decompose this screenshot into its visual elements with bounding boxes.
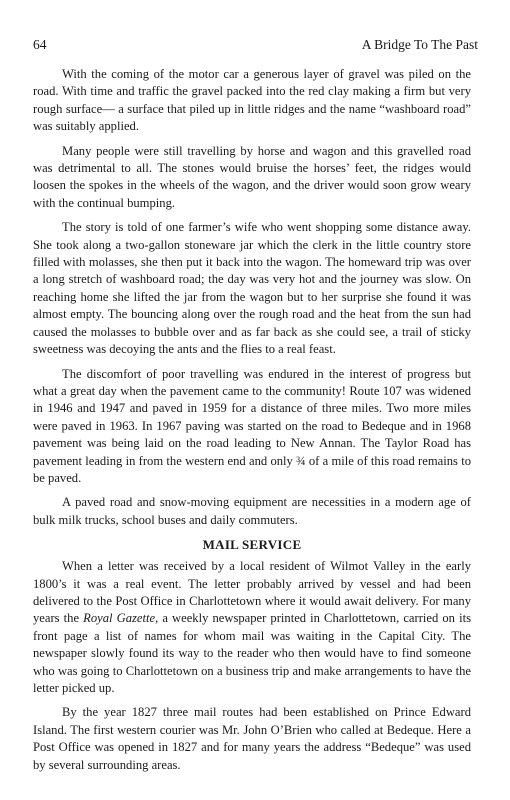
- paragraph-pavement: The discomfort of poor travelling was endured in the interest of progress but what a great day when the pavement came to the community! Route 107 was widened in 1946 and 1947 and paved in 1959 for a distance of three miles. Two more miles were paved in 1963. In 1967 paving was started on the road to Bedeque and in 1968 pavement was being laid on the road leading to New Annan. The Taylor Road has pavement leading in from the western end and only ¾ of a mile of this road remains to be paved.: [33, 366, 471, 485]
- paragraph-mail-routes: By the year 1827 three mail routes had been established on Prince Edward Island. The first western courier was Mr. John O’Brien who called at Bedeque. Here a Post Office was opened in 1827 and for many years the address “Bedeque” was used by several surrounding areas.: [33, 705, 471, 772]
- newspaper-title: Royal Gazette,: [83, 611, 159, 626]
- paragraph-gravel-road: With the coming of the motor car a generous layer of gravel was piled on the road. With time and traffic the gravel packed into the red clay making a firm but very rough surface— a surface that piled up in little ridges and the name “washboard road” was suitably applied.: [33, 67, 471, 134]
- paragraph-letter-received: [33, 558, 471, 697]
- running-title: A Bridge To The Past: [361, 37, 478, 52]
- paragraph-molasses-story: The story is told of one farmer’s wife who went shopping some distance away. She took along a two-gallon stoneware jar which the clerk in the little country store filled with molasses, she then put it back into the wagon. The homeward trip was over a long stretch of washboard road; the day was very hot and the journey was slow. On reaching home she lifted the jar from the wagon but to her surprise she found it was almost empty. The bouncing along over the rough road and the heat from the sun had caused the molasses to bubble over and as far back as she could see, a trail of sticky sweetness was decoying the ants and the flies to a real feast.: [33, 220, 471, 357]
- page-number: 64: [33, 37, 47, 52]
- running-header: [33, 37, 478, 55]
- letter-text-end: a weekly newspaper printed in Charlottetown, carried on its front page a list of names for whom mail was waiting in the Capital City. The newspaper slowly found its way to the reader who then would have to find someone who was going to Charlottetown on a business trip and make arrangements to have the letter picked up.: [33, 611, 471, 695]
- paragraph-horse-and-wagon: Many people were still travelling by horse and wagon and this gravelled road was detrimental to all. The stones would bruise the horses’ feet, the ridges would loosen the spokes in the wheels of the wagon, and the driver would soon grow weary with the continual bumping.: [33, 143, 471, 210]
- letter-text-start: When a letter was received by a local resident of Wilmot Valley in the early 1800’s it was a real event. The letter probably arrived by vessel and had been delivered to the Post Office in Charlottetown where it would await delivery. For many years the: [33, 559, 471, 626]
- section-heading-mail-service: MAIL SERVICE: [202, 537, 302, 553]
- paragraph-modern-age: A paved road and snow-moving equipment are necessities in a modern age of bulk milk trucks, school buses and daily commuters.: [33, 495, 471, 527]
- body-text: [33, 66, 471, 781]
